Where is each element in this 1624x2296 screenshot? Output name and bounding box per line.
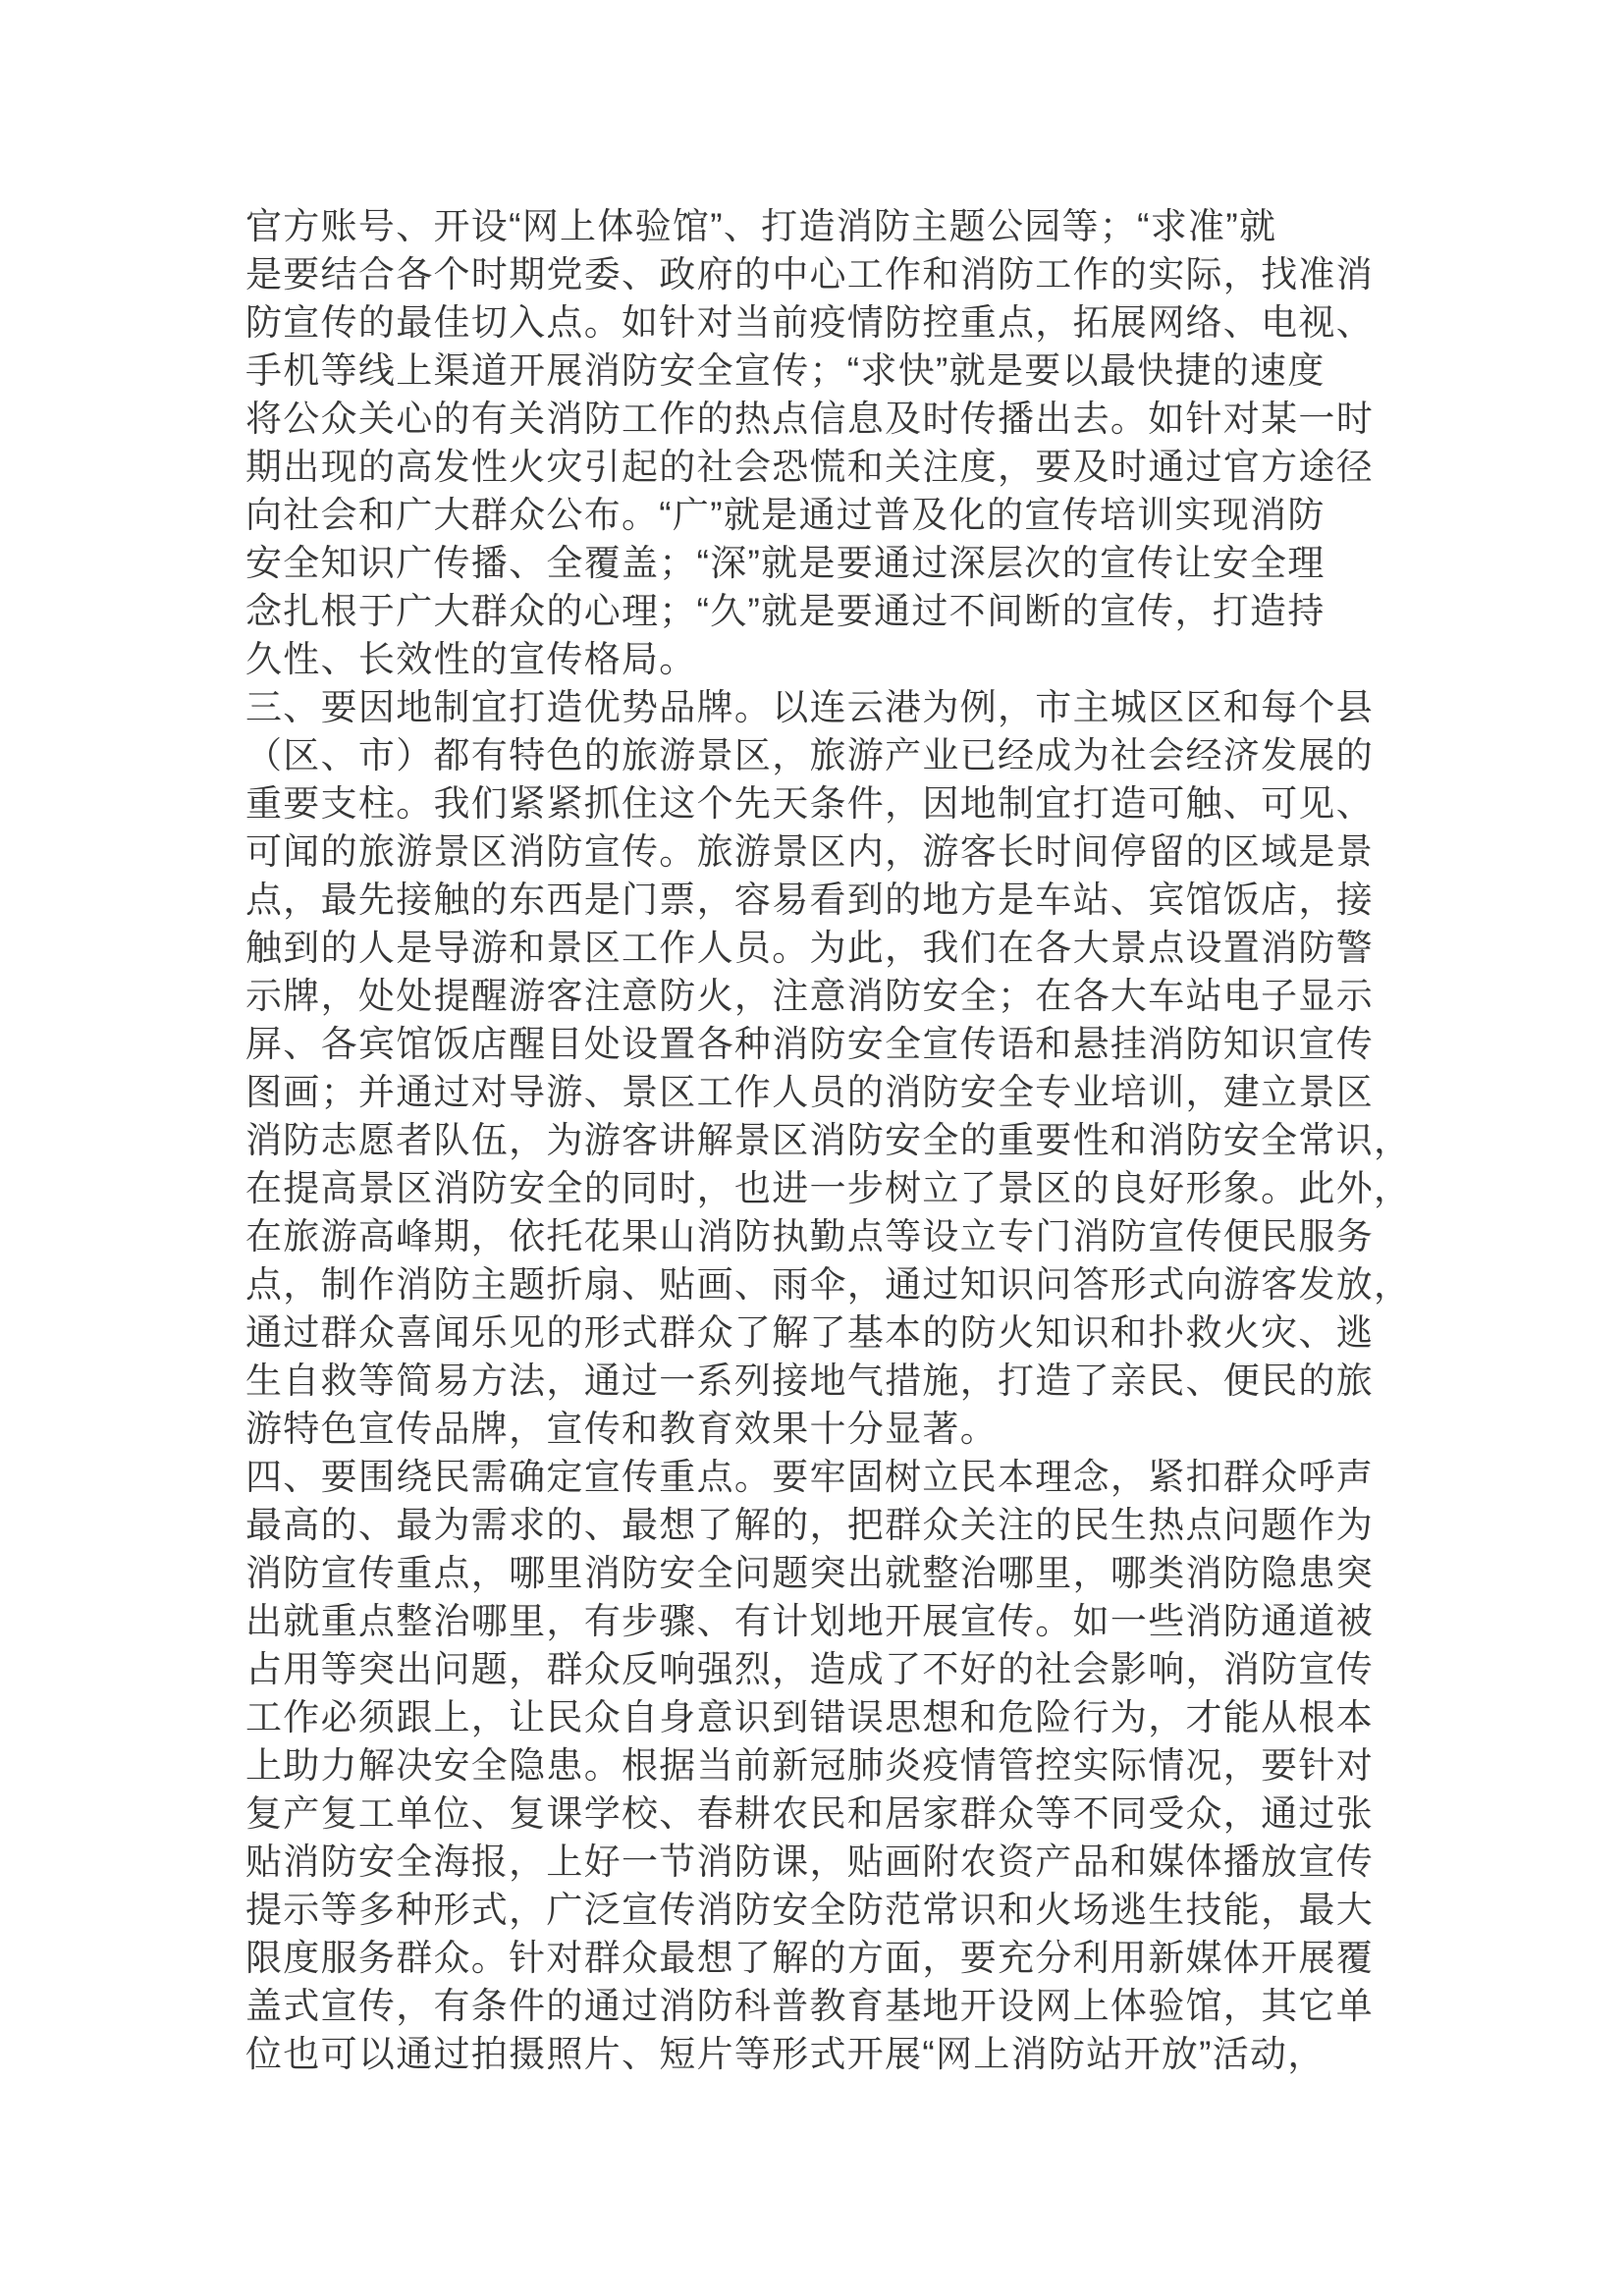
text-line: 向社会和广大群众公布。“广”就是通过普及化的宣传培训实现消防: [245, 495, 1326, 535]
text-line: 点，最先接触的东西是门票，容易看到的地方是车站、宾馆饭店，接: [245, 880, 1374, 920]
text-line: 复产复工单位、复课学校、春耕农民和居家群众等不同受众，通过张: [245, 1793, 1374, 1834]
text-line: 期出现的高发性火灾引起的社会恐慌和关注度，要及时通过官方途径: [245, 447, 1374, 487]
text-line: 占用等突出问题，群众反响强烈，造成了不好的社会影响，消防宣传: [245, 1649, 1374, 1689]
text-line: 屏、各宾馆饭店醒目处设置各种消防安全宣传语和悬挂消防知识宣传: [245, 1024, 1374, 1064]
text-line: 久性、长效性的宣传格局。: [245, 639, 697, 679]
text-line: 重要支柱。我们紧紧抓住这个先天条件，因地制宜打造可触、可见、: [245, 783, 1374, 824]
text-line: 出就重点整治哪里，有步骤、有计划地开展宣传。如一些消防通道被: [245, 1601, 1374, 1641]
paragraph: [245, 202, 1404, 683]
text-line: 生自救等简易方法，通过一系列接地气措施，打造了亲民、便民的旅: [245, 1361, 1374, 1401]
text-line: 四、要围绕民需确定宣传重点。要牢固树立民本理念，紧扣群众呼声: [245, 1457, 1374, 1497]
text-line: 可闻的旅游景区消防宣传。旅游景区内，游客长时间停留的区域是景: [245, 831, 1374, 872]
text-line: 图画；并通过对导游、景区工作人员的消防安全专业培训，建立景区: [245, 1072, 1374, 1112]
text-line: 防宣传的最佳切入点。如针对当前疫情防控重点，拓展网络、电视、: [245, 302, 1374, 343]
text-line: 工作必须跟上，让民众自身意识到错误思想和危险行为，才能从根本: [245, 1697, 1374, 1737]
text-line: 点，制作消防主题折扇、贴画、雨伞，通过知识问答形式向游客发放，: [245, 1264, 1412, 1305]
text-line: 念扎根于广大群众的心理；“久”就是要通过不间断的宣传，打造持: [245, 591, 1326, 631]
text-line: 手机等线上渠道开展消防安全宣传；“求快”就是要以最快捷的速度: [245, 350, 1326, 391]
text-line: 消防志愿者队伍，为游客讲解景区消防安全的重要性和消防安全常识，: [245, 1120, 1412, 1160]
text-line: 官方账号、开设“网上体验馆”、打造消防主题公园等；“求准”就: [245, 206, 1277, 246]
text-line: 盖式宣传，有条件的通过消防科普教育基地开设网上体验馆，其它单: [245, 1986, 1374, 2026]
text-line: 在旅游高峰期，依托花果山消防执勤点等设立专门消防宣传便民服务: [245, 1216, 1374, 1256]
text-line: 三、要因地制宜打造优势品牌。以连云港为例，市主城区区和每个县: [245, 687, 1374, 727]
text-line: 触到的人是导游和景区工作人员。为此，我们在各大景点设置消防警: [245, 928, 1374, 968]
text-line: 提示等多种形式，广泛宣传消防安全防范常识和火场逃生技能，最大: [245, 1890, 1374, 1930]
text-line: 位也可以通过拍摄照片、短片等形式开展“网上消防站开放”活动，: [245, 2034, 1326, 2074]
text-line: 最高的、最为需求的、最想了解的，把群众关注的民生热点问题作为: [245, 1505, 1374, 1545]
text-line: 示牌，处处提醒游客注意防火，注意消防安全；在各大车站电子显示: [245, 976, 1374, 1016]
text-line: 通过群众喜闻乐见的形式群众了解了基本的防火知识和扑救火灾、逃: [245, 1312, 1374, 1353]
document-body: [245, 202, 1412, 2078]
text-line: 将公众关心的有关消防工作的热点信息及时传播出去。如针对某一时: [245, 399, 1374, 439]
paragraph: [245, 683, 1412, 1453]
text-line: 上助力解决安全隐患。根据当前新冠肺炎疫情管控实际情况，要针对: [245, 1745, 1374, 1786]
text-line: 在提高景区消防安全的同时，也进一步树立了景区的良好形象。此外，: [245, 1168, 1412, 1208]
text-line: 安全知识广传播、全覆盖；“深”就是要通过深层次的宣传让安全理: [245, 543, 1326, 583]
text-line: 是要结合各个时期党委、政府的中心工作和消防工作的实际，找准消: [245, 254, 1374, 294]
text-line: 消防宣传重点，哪里消防安全问题突出就整治哪里，哪类消防隐患突: [245, 1553, 1374, 1593]
text-line: 游特色宣传品牌，宣传和教育效果十分显著。: [245, 1409, 998, 1449]
text-line: 限度服务群众。针对群众最想了解的方面，要充分利用新媒体开展覆: [245, 1938, 1374, 1978]
text-line: （区、市）都有特色的旅游景区，旅游产业已经成为社会经济发展的: [245, 735, 1374, 775]
text-line: 贴消防安全海报，上好一节消防课，贴画附农资产品和媒体播放宣传: [245, 1842, 1374, 1882]
paragraph: [245, 1453, 1404, 2078]
